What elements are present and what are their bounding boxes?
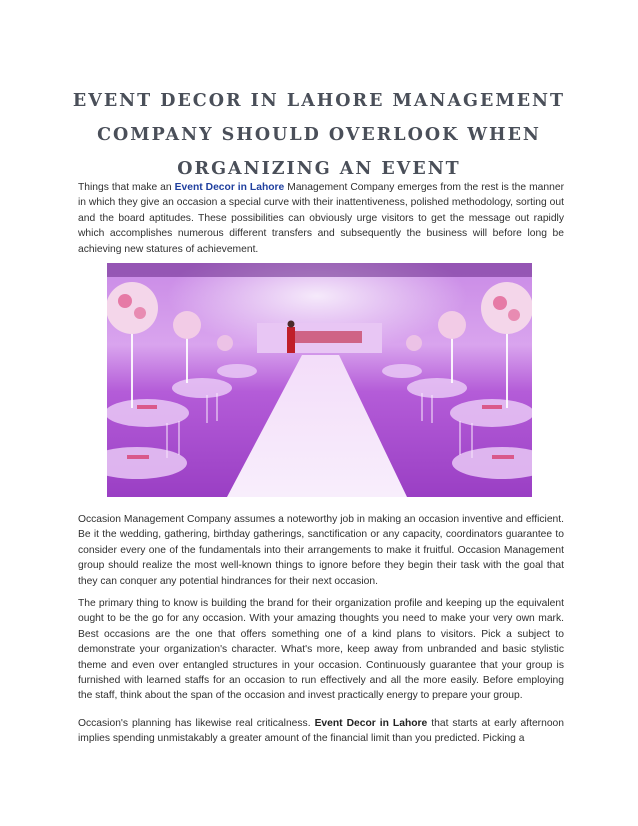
intro-paragraph — [78, 180, 564, 257]
title-line-1: EVENT DECOR IN LAHORE MANAGEMENT — [72, 91, 566, 111]
title-line-3: ORGANIZING AN EVENT — [177, 159, 461, 179]
page-title — [70, 84, 568, 186]
intro-text-before: Things that make an — [78, 182, 175, 193]
intro-text-after: Management Company emerges from the rest is the manner in which they give an occasion a special curve with their inattentiveness, polished methodology, sorting out and the board aptitudes. These possibilities can obviously urge visitors to get the message out rapidly which accomplishes numerous different transfers and subsequently the business will before long be achieving new statures of achievement. — [78, 182, 565, 255]
paragraph-4-text-after: that starts at early afternoon implies spending unmistakably a greater amount of the financial limit than you predicted. Picking a — [78, 718, 565, 745]
title-line-2: COMPANY SHOULD OVERLOOK WHEN — [97, 125, 541, 145]
paragraph-4-text-before: Occasion's planning has likewise real criticalness. — [78, 718, 315, 729]
event-hall-image — [107, 263, 532, 497]
paragraph-2: Occasion Management Company assumes a noteworthy job in making an occasion inventive and efficient. Be it the wedding, gathering, birthday gatherings, sanctification or any capacity, coordinators guarantee to consider every one of the fundamentals into their arrangements to make it fruitful. Occasion Management group should realize the most well-known things to ignore before they begin their task with the goal that they can conquer any potential hindrances for their next occasion. — [78, 514, 564, 587]
paragraph-4 — [78, 716, 564, 747]
paragraph-3: The primary thing to know is building the brand for their organization profile and keeping up the equivalent ought to be the go for any occasion. With your amazing thoughts you need to make your very own mark. Best occasions are the one that offers something one of a kind plans to visitors. Pick a subject to demonstrate your organization's character. What's more, keep away from unbranded and basic stylistic theme and even over entangled structures in your occasion. Continuously guarantee that your group is furnished with learned staffs for an occasion to run effectively and all the more easily. Before employing the staff, think about the span of the occasion and invest practically energy to prepare your group. — [78, 598, 564, 702]
event-hall-photo — [107, 263, 532, 497]
event-decor-link[interactable]: Event Decor in Lahore — [174, 182, 285, 193]
event-decor-link-2[interactable]: Event Decor in Lahore — [314, 718, 428, 729]
